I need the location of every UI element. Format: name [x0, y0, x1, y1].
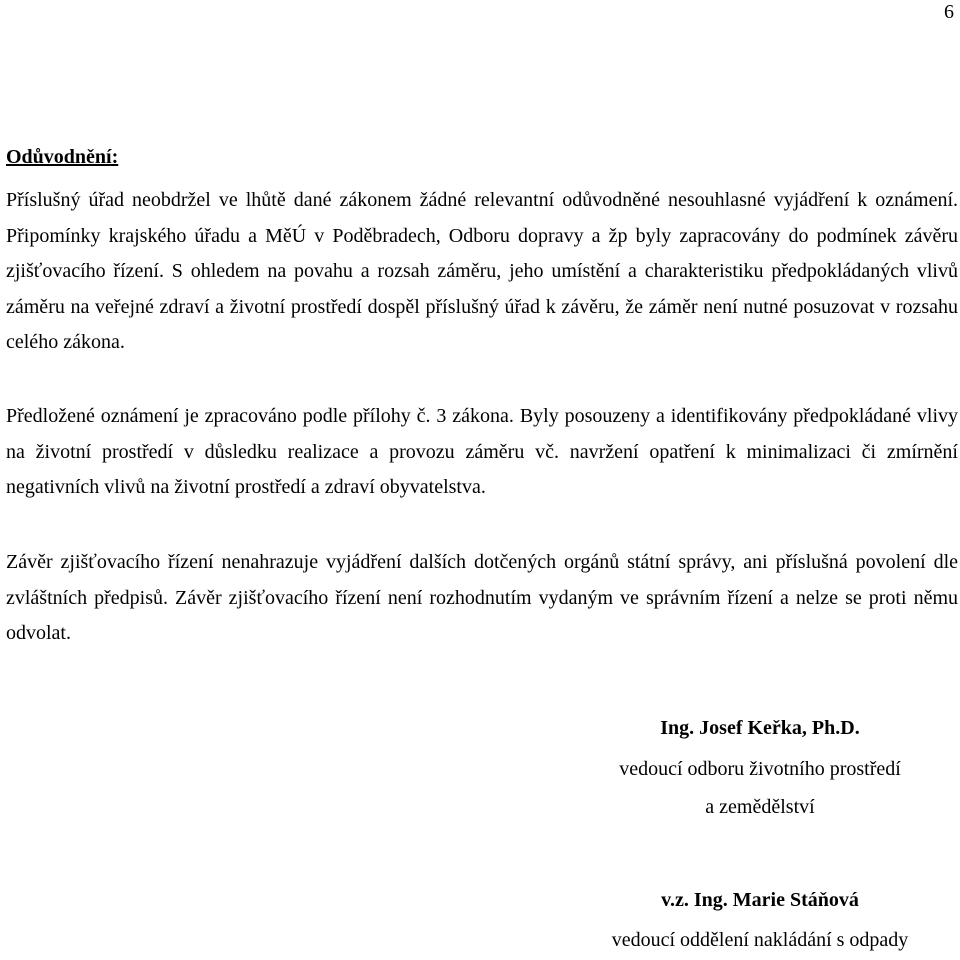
signatory-role: vedoucí odboru životního prostředí — [619, 758, 901, 780]
paragraph-justification: Příslušný úřad neobdržel ve lhůtě dané zákonem žádné relevantní odůvodněné nesouhlasné vyjádření k oznámení. Připomínky krajského úřadu a MěÚ v Poděbradech, Odboru dopravy a žp byly zapracovány do podmínek závěru zjišťovacího řízení. S ohledem na povahu a rozsah záměru, jeho umístění a charakteristiku předpokládaných vlivů záměru na veřejné zdraví a životní prostředí dospěl příslušný úřad k závěru, že záměr není nutné posuzovat v rozsahu celého zákona. — [6, 189, 958, 353]
signatory-name: Ing. Josef Keřka, Ph.D. — [660, 717, 860, 739]
signatory-role-continued: a zemědělství — [705, 796, 815, 818]
page-number: 6 — [944, 1, 954, 23]
signatory-role: vedoucí oddělení nakládání s odpady — [611, 929, 909, 951]
section-heading: Odůvodnění: — [6, 146, 119, 168]
paragraph-conclusion: Závěr zjišťovacího řízení nenahrazuje vyjádření dalších dotčených orgánů státní správy, ani příslušná povolení dle zvláštních předpisů. Závěr zjišťovacího řízení není rozhodnutím vydaným ve správním řízení a nelze se proti němu odvolat. — [6, 551, 958, 644]
signatory-name: v.z. Ing. Marie Stáňová — [661, 889, 859, 911]
paragraph-assessment: Předložené oznámení je zpracováno podle přílohy č. 3 zákona. Byly posouzeny a identifikovány předpokládané vlivy na životní prostředí v důsledku realizace a provozu záměru vč. navržení opatření k minimalizaci či zmírnění negativních vlivů na životní prostředí a zdraví obyvatelstva. — [6, 405, 958, 498]
